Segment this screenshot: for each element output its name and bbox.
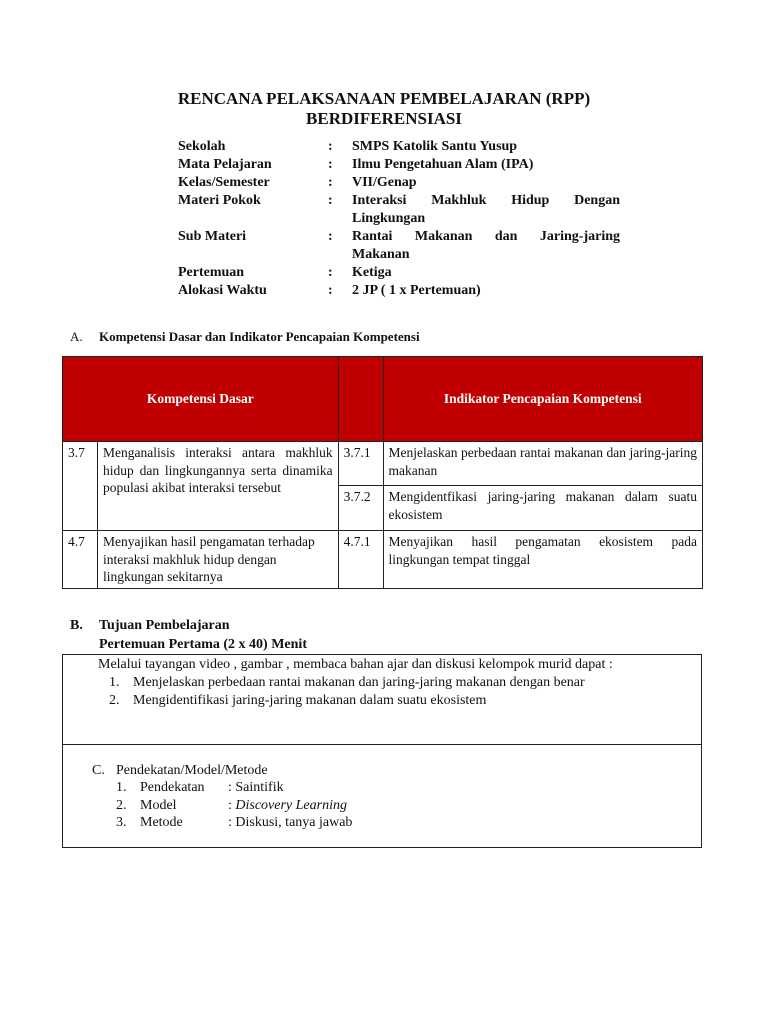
competency-table xyxy=(62,356,703,589)
ipk-text: Mengidentfikasi jaring-jaring makanan dalam suatu ekosistem xyxy=(383,486,702,531)
section-title: Tujuan Pembelajaran xyxy=(99,618,230,633)
identity-row-materi-pokok xyxy=(178,192,620,228)
identity-value: Rantai Makanan dan Jaring-jaring Makanan xyxy=(352,229,620,262)
section-title: Kompetensi Dasar dan Indikator Pencapaian Kompetensi xyxy=(99,329,420,344)
item-number: 2. xyxy=(109,693,120,708)
identity-colon: : xyxy=(328,229,333,244)
meeting-subtitle: Pertemuan Pertama (2 x 40) Menit xyxy=(99,637,307,652)
item-number: 1. xyxy=(116,780,127,795)
identity-colon: : xyxy=(328,193,333,208)
identity-value: Interaksi Makhluk Hidup Dengan Lingkungan xyxy=(352,193,620,226)
kd-number: 3.7 xyxy=(63,442,98,531)
section-b-subtitle-row xyxy=(70,635,307,654)
identity-row-sekolah xyxy=(178,138,620,156)
identity-label: Mata Pelajaran xyxy=(178,157,272,172)
table-row xyxy=(63,531,703,589)
ipk-text: Menjelaskan perbedaan rantai makanan dan jaring-jaring makanan xyxy=(383,442,702,486)
list-item xyxy=(116,814,352,832)
identity-colon: : xyxy=(328,175,333,190)
item-value-italic: Discovery Learning xyxy=(235,797,347,813)
item-value: : Saintifik xyxy=(228,780,284,795)
item-number: 3. xyxy=(116,815,127,830)
kd-text: Menyajikan hasil pengamatan terhadap interaksi makhluk hidup dengan lingkungan sekitarnya xyxy=(97,531,338,589)
item-value-prefix: : xyxy=(228,797,236,813)
approach-box xyxy=(62,744,702,848)
identity-colon: : xyxy=(328,283,333,298)
identity-value: Ketiga xyxy=(352,265,392,280)
header-indikator: Indikator Pencapaian Kompetensi xyxy=(383,357,702,442)
section-a-heading xyxy=(70,328,420,346)
ipk-number: 3.7.2 xyxy=(338,486,383,531)
list-item xyxy=(109,692,585,710)
item-label: Pendekatan xyxy=(140,780,205,795)
item-value: : Diskusi, tanya jawab xyxy=(228,815,353,830)
header-kompetensi-dasar: Kompetensi Dasar xyxy=(63,357,339,442)
identity-block xyxy=(178,138,620,300)
identity-value: VII/Genap xyxy=(352,175,417,190)
learning-objectives-box xyxy=(62,654,702,745)
item-value xyxy=(228,797,347,815)
kd-text: Menganalisis interaksi antara makhluk hidup dan lingkungannya serta dinamika populasi akibat interaksi tersebut xyxy=(97,442,338,531)
section-b-heading xyxy=(70,616,307,654)
indent-spacer xyxy=(70,635,99,654)
identity-row-mata-pelajaran xyxy=(178,156,620,174)
ipk-text: Menyajikan hasil pengamatan ekosistem pada lingkungan tempat tinggal xyxy=(383,531,702,589)
header-empty-cell xyxy=(338,357,383,442)
item-label: Model xyxy=(140,797,177,813)
table-row xyxy=(63,442,703,486)
kd-number: 4.7 xyxy=(63,531,98,589)
identity-colon: : xyxy=(328,265,333,280)
identity-label: Alokasi Waktu xyxy=(178,283,267,298)
identity-label: Kelas/Semester xyxy=(178,175,270,190)
identity-row-sub-materi xyxy=(178,228,620,264)
identity-value: 2 JP ( 1 x Pertemuan) xyxy=(352,283,481,298)
section-letter: B. xyxy=(70,618,83,633)
ipk-number: 4.7.1 xyxy=(338,531,383,589)
identity-row-alokasi-waktu xyxy=(178,282,620,300)
identity-label: Materi Pokok xyxy=(178,193,261,208)
identity-value: SMPS Katolik Santu Yusup xyxy=(352,139,518,154)
objectives-list xyxy=(109,674,585,710)
identity-colon: : xyxy=(328,157,333,172)
ipk-number: 3.7.1 xyxy=(338,442,383,486)
identity-label: Pertemuan xyxy=(178,265,245,280)
list-item xyxy=(116,779,352,797)
item-number: 2. xyxy=(116,797,127,813)
section-letter: C. xyxy=(92,763,105,778)
table-header-row xyxy=(63,357,703,442)
section-c-heading xyxy=(92,762,268,780)
document-title-line1: RENCANA PELAKSANAAN PEMBELAJARAN (RPP) xyxy=(177,89,591,108)
identity-row-pertemuan xyxy=(178,264,620,282)
item-number: 1. xyxy=(109,675,120,690)
identity-label: Sekolah xyxy=(178,139,226,154)
item-text: Menjelaskan perbedaan rantai makanan dan jaring-jaring makanan dengan benar xyxy=(133,675,585,690)
item-label: Metode xyxy=(140,815,183,830)
identity-row-kelas-semester xyxy=(178,174,620,192)
identity-label: Sub Materi xyxy=(178,229,247,244)
objectives-intro: Melalui tayangan video , gambar , membaca bahan ajar dan diskusi kelompok murid dapat : xyxy=(98,657,613,672)
section-title: Pendekatan/Model/Metode xyxy=(116,763,268,778)
list-item xyxy=(109,674,585,692)
identity-colon: : xyxy=(328,139,333,154)
section-letter: A. xyxy=(70,329,83,344)
section-b-title-row xyxy=(70,616,307,635)
identity-value: Ilmu Pengetahuan Alam (IPA) xyxy=(352,157,534,172)
item-text: Mengidentifikasi jaring-jaring makanan dalam suatu ekosistem xyxy=(133,693,487,708)
list-item xyxy=(116,797,352,815)
document-title-line2: BERDIFERENSIASI xyxy=(306,109,462,128)
approach-list xyxy=(116,779,352,832)
